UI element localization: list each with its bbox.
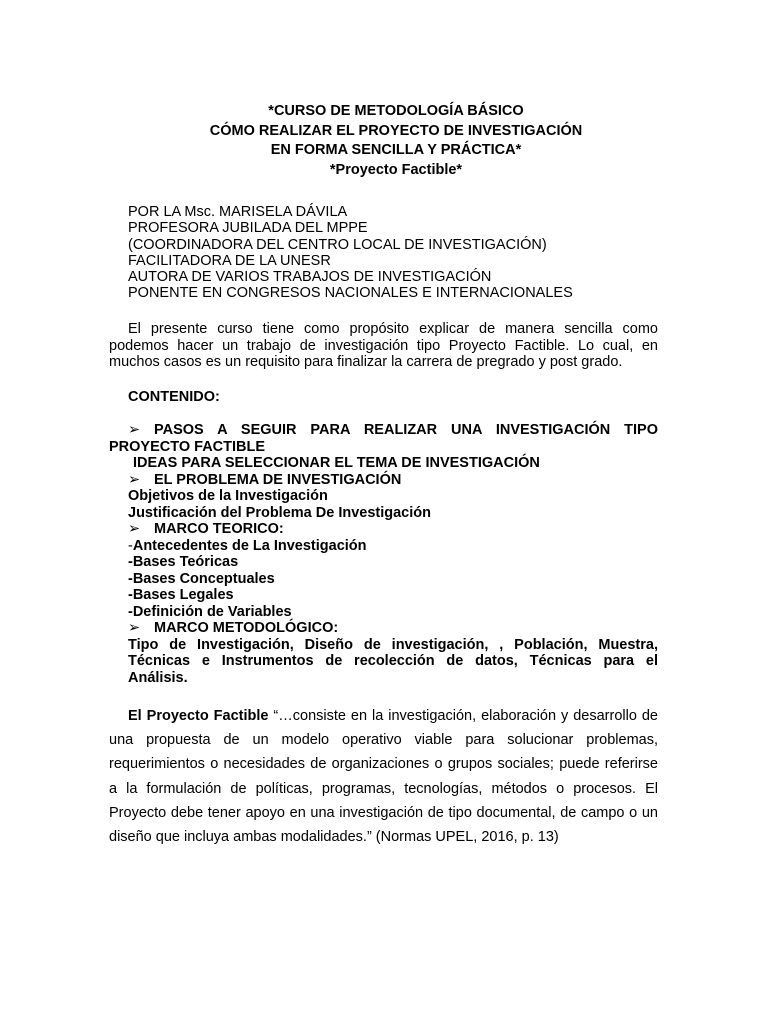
metodologia-detail-line-1: Tipo de Investigación, Diseño de investigación, , Población, Muestra, [128, 636, 658, 653]
list-item-bases-teoricas: -Bases Teóricas [128, 554, 239, 570]
dash-prefix: - [128, 537, 133, 554]
arrow-bullet-icon: ➢ [128, 422, 141, 438]
author-line: PROFESORA JUBILADA DEL MPPE [128, 220, 368, 237]
metodologia-detail-line-2: Técnicas e Instrumentos de recolección de datos, Técnicas para el [128, 653, 658, 669]
arrow-bullet-icon: ➢ [128, 521, 141, 537]
pasos-line-2: PROYECTO FACTIBLE [109, 438, 266, 455]
author-line: POR LA Msc. MARISELA DÁVILA [128, 204, 348, 220]
title-line-3: EN FORMA SENCILLA Y PRÁCTICA* [270, 142, 522, 158]
title-line-1: *CURSO DE METODOLOGÍA BÁSICO [268, 103, 524, 119]
title-line-2: CÓMO REALIZAR EL PROYECTO DE INVESTIGACIÓN [209, 122, 583, 139]
list-item-definicion: -Definición de Variables [128, 603, 292, 620]
quote-lead: El Proyecto Factible [128, 708, 269, 724]
list-item-justificacion: Justificación del Problema De Investigación [128, 504, 431, 521]
author-line: (COORDINADORA DEL CENTRO LOCAL DE INVESTIGACIÓN) [128, 236, 547, 253]
intro-paragraph: El presente curso tiene como propósito explicar de manera sencilla como podemos hacer un trabajo de investigación tipo Proyecto Factible. Lo cual, en muchos casos es un requisito para finalizar la carrera de pregrado y post grado. [109, 321, 658, 370]
list-item-pasos [109, 422, 658, 439]
arrow-bullet-icon: ➢ [128, 620, 141, 636]
list-item-marco-teorico: ➢ MARCO TEORICO: [128, 521, 284, 537]
list-item-ideas: IDEAS PARA SELECCIONAR EL TEMA DE INVESTIGACIÓN [133, 455, 540, 471]
list-item-objetivos: Objetivos de la Investigación [128, 488, 328, 504]
document-title [0, 102, 768, 180]
list-item-antecedentes: -Antecedentes de La Investigación [128, 537, 367, 554]
list-item-bases-conceptuales: -Bases Conceptuales [128, 570, 275, 587]
contents-heading: CONTENIDO: [128, 389, 220, 405]
author-line: AUTORA DE VARIOS TRABAJOS DE INVESTIGACIÓN [128, 269, 492, 286]
list-item-problema: ➢ EL PROBLEMA DE INVESTIGACIÓN [128, 471, 402, 488]
title-line-4: *Proyecto Factible* [329, 161, 463, 178]
author-line: PONENTE EN CONGRESOS NACIONALES E INTERNACIONALES [128, 285, 573, 302]
contents-list [109, 422, 658, 686]
quote-paragraph [109, 704, 658, 849]
author-block [128, 204, 573, 302]
list-item-bases-legales: -Bases Legales [128, 587, 234, 603]
author-line: FACILITADORA DE LA UNESR [128, 252, 331, 269]
pasos-line-1: PASOS A SEGUIR PARA REALIZAR UNA INVESTIGACIÓN TIPO [154, 422, 658, 438]
arrow-bullet-icon: ➢ [128, 471, 141, 488]
list-item-marco-metodologico: ➢ MARCO METODOLÓGICO: [128, 620, 339, 636]
quote-body: “…consiste en la investigación, elaboración y desarrollo de una propuesta de un modelo operativo viable para solucionar problemas, requerimientos o necesidades de organizaciones o grupos sociales; puede referirse a la formulación de políticas, programas, tecnologías, métodos o procesos. El Proyecto debe tener apoyo en una investigación de tipo documental, de campo o un diseño que incluya ambas modalidades.” (Normas UPEL, 2016, p. 13) [109, 708, 658, 846]
metodologia-detail-line-3: Análisis. [128, 669, 188, 686]
